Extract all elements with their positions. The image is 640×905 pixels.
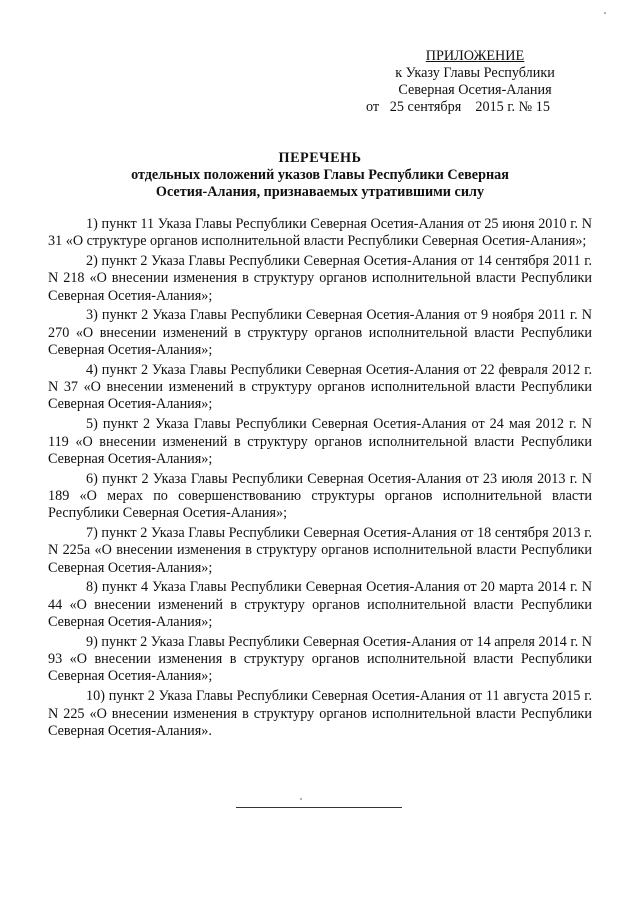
- list-item: 7) пункт 2 Указа Главы Республики Северная Осетия-Алания от 18 сентября 2013 г. N 225а «О внесении изменения в структуру органов исполнительной власти Республики Северная Осетия-Алания»;: [48, 525, 592, 576]
- list-item: 6) пункт 2 Указа Главы Республики Северная Осетия-Алания от 23 июля 2013 г. N 189 «О мерах по совершенствованию структуры органов исполнительной власти Республики Северная Осетия-Алания»;: [48, 470, 592, 522]
- list-item: 1) пункт 11 Указа Главы Республики Северная Осетия-Алания от 25 июня 2010 г. N 31 «О структуре органов исполнительной власти Республики Северная Осетия-Алания»;: [48, 216, 592, 250]
- list-item: 4) пункт 2 Указа Главы Республики Северная Осетия-Алания от 22 февраля 2012 г. N 37 «О внесении изменений в структуру органов исполнительной власти Республики Северная Осетия-Алания»;: [48, 361, 592, 413]
- closing-rule: [236, 807, 402, 808]
- list-item: 2) пункт 2 Указа Главы Республики Северная Осетия-Алания от 14 сентября 2011 г. N 218 «О внесении изменения в структуру органов исполнительной власти Республики Северная Осетия-Алания»;: [48, 253, 592, 304]
- list-item: 9) пункт 2 Указа Главы Республики Северная Осетия-Алания от 14 апреля 2014 г. N 93 «О внесении изменения в структуру органов исполнительной власти Республики Северная Осетия-Алания»;: [48, 633, 592, 685]
- list-item: 3) пункт 2 Указа Главы Республики Северная Осетия-Алания от 9 ноября 2011 г. N 270 «О внесении изменений в структуру органов исполнительной власти Республики Северная Осетия-Алания»;: [48, 307, 592, 359]
- appendix-line-1: к Указу Главы Республики: [395, 65, 555, 81]
- appendix-line-2: Северная Осетия-Алания: [398, 82, 552, 98]
- appendix-date-line: от 25 сентября 2015 г. № 15: [366, 99, 550, 115]
- title-sub-1: отдельных положений указов Главы Республики Северная: [131, 167, 509, 183]
- list-item: 8) пункт 4 Указа Главы Республики Северная Осетия-Алания от 20 марта 2014 г. N 44 «О внесении изменений в структуру органов исполнительной власти Республики Северная Осетия-Алания»;: [48, 579, 592, 631]
- appendix-heading: ПРИЛОЖЕНИЕ: [425, 48, 525, 64]
- list-item: 5) пункт 2 Указа Главы Республики Северная Осетия-Алания от 24 мая 2012 г. N 119 «О внесении изменений в структуру органов исполнительной власти Республики Северная Осетия-Алания»;: [48, 416, 592, 467]
- document-title: [0, 150, 640, 201]
- appendix-block: [350, 48, 600, 116]
- list-item: 10) пункт 2 Указа Главы Республики Северная Осетия-Алания от 11 августа 2015 г. N 225 «О внесении изменения в структуру органов исполнительной власти Республики Северная Осетия-Алания».: [48, 688, 592, 739]
- provisions-list: [48, 216, 592, 743]
- title-sub-2: Осетия-Алания, признаваемых утратившими силу: [155, 184, 485, 200]
- title-main: ПЕРЕЧЕНЬ: [278, 150, 362, 166]
- scan-speck: [300, 798, 302, 800]
- scan-speck: [604, 12, 606, 14]
